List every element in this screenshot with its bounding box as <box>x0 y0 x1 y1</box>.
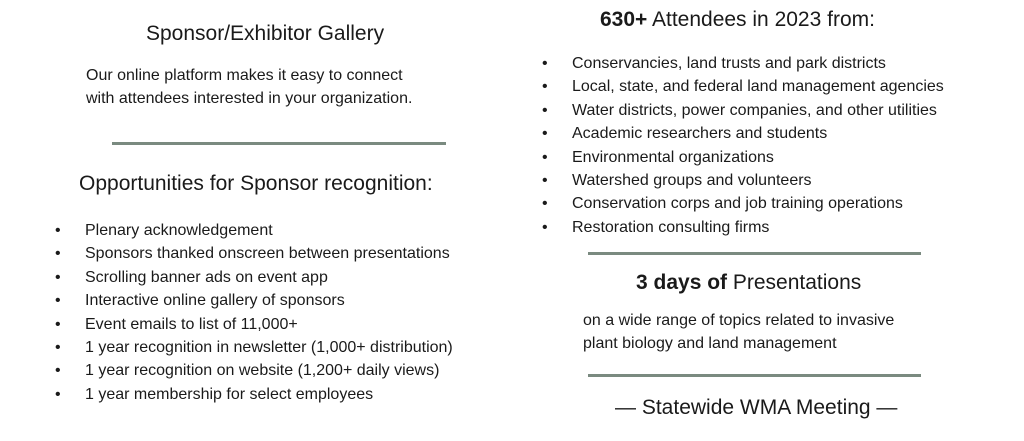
right-divider-bottom <box>588 374 921 377</box>
recognition-item <box>55 313 453 336</box>
bullet-icon: • <box>542 218 548 236</box>
attendee-item-label: Water districts, power companies, and other utilities <box>572 101 937 119</box>
attendee-item-label: Conservation corps and job training operations <box>572 195 903 213</box>
presentations-description-line1: on a wide range of topics related to invasive <box>583 312 895 329</box>
bullet-icon: • <box>55 222 61 239</box>
attendee-item-label: Conservancies, land trusts and park districts <box>572 55 886 72</box>
bullet-icon: • <box>55 362 61 380</box>
bullet-icon: • <box>55 385 61 403</box>
presentations-description-line2: plant biology and land management <box>583 335 837 352</box>
gallery-description <box>86 64 412 110</box>
gallery-title: Sponsor/Exhibitor Gallery <box>146 22 385 45</box>
recognition-item-label: 1 year recognition in newsletter (1,000+ distribution) <box>85 339 453 357</box>
gallery-description-line1: Our online platform makes it easy to connect <box>86 67 403 84</box>
attendee-item-label: Academic researchers and students <box>572 125 828 143</box>
attendees-title-rest: Attendees in 2023 from: <box>647 8 875 31</box>
bullet-icon: • <box>55 315 61 333</box>
recognition-item-label: Sponsors thanked onscreen between presentations <box>85 245 450 263</box>
recognition-item <box>55 336 453 359</box>
attendee-item-label: Restoration consulting firms <box>572 218 770 236</box>
recognition-item-label: Scrolling banner ads on event app <box>85 268 328 286</box>
recognition-item-label: 1 year membership for select employees <box>85 385 374 403</box>
attendees-title <box>600 8 875 32</box>
bullet-icon: • <box>55 292 61 310</box>
recognition-item-label: Plenary acknowledgement <box>85 222 273 239</box>
recognition-list <box>55 219 453 406</box>
left-divider <box>112 142 446 145</box>
recognition-item-label: Event emails to list of 11,000+ <box>85 315 298 333</box>
attendee-item <box>542 75 944 98</box>
presentations-title-rest: Presentations <box>727 271 862 294</box>
presentations-title <box>636 271 861 295</box>
recognition-item <box>55 359 453 382</box>
attendee-item-label: Local, state, and federal land management agencies <box>572 78 944 96</box>
meeting-label: — Statewide WMA Meeting — <box>615 396 898 419</box>
bullet-icon: • <box>55 245 61 263</box>
attendee-item <box>542 99 944 122</box>
attendee-item <box>542 169 944 192</box>
attendee-item <box>542 192 944 215</box>
bullet-icon: • <box>542 125 548 143</box>
attendees-count: 630+ <box>600 8 648 31</box>
recognition-title: Opportunities for Sponsor recognition: <box>79 172 433 195</box>
attendee-item <box>542 146 944 169</box>
recognition-item <box>55 266 453 289</box>
bullet-icon: • <box>55 268 61 286</box>
bullet-icon: • <box>542 195 548 213</box>
bullet-icon: • <box>55 339 61 357</box>
attendee-list <box>542 52 944 239</box>
attendee-item-label: Watershed groups and volunteers <box>572 172 812 190</box>
bullet-icon: • <box>542 78 548 96</box>
recognition-item <box>55 289 453 312</box>
attendee-item-label: Environmental organizations <box>572 148 774 166</box>
right-divider-top <box>588 252 921 255</box>
attendee-item <box>542 216 944 239</box>
recognition-item-label: Interactive online gallery of sponsors <box>85 292 345 310</box>
recognition-item <box>55 219 453 242</box>
presentations-description <box>583 309 894 355</box>
bullet-icon: • <box>542 101 548 119</box>
gallery-description-line2: with attendees interested in your organization. <box>86 90 413 107</box>
bullet-icon: • <box>542 148 548 166</box>
bullet-icon: • <box>542 172 548 190</box>
attendee-item <box>542 122 944 145</box>
recognition-item <box>55 383 453 406</box>
recognition-item-label: 1 year recognition on website (1,200+ daily views) <box>85 362 440 380</box>
recognition-item <box>55 242 453 265</box>
bullet-icon: • <box>542 55 548 72</box>
attendee-item <box>542 52 944 75</box>
presentations-days: 3 days of <box>636 271 728 294</box>
